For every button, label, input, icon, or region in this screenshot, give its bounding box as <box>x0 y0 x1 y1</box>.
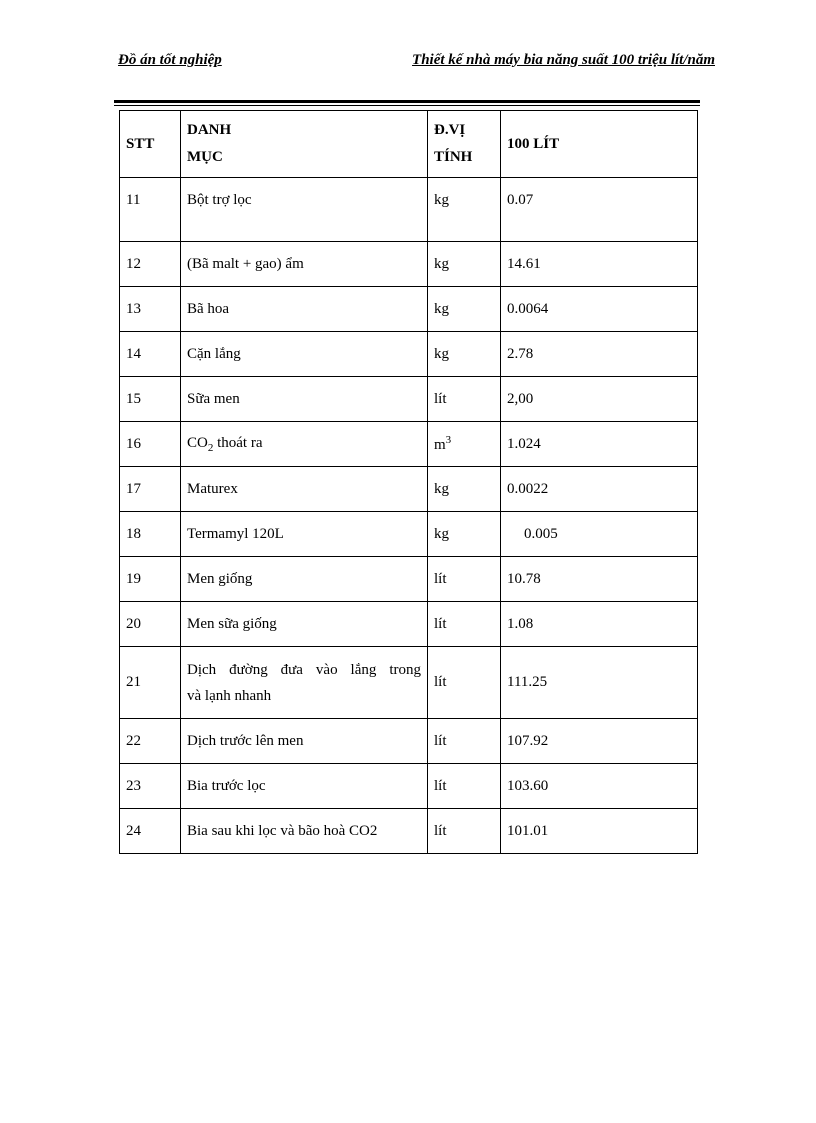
cell-stt: 14 <box>120 332 181 377</box>
cell-value: 2.78 <box>501 332 698 377</box>
header-amount: 100 LÍT <box>501 111 698 178</box>
cell-name: Men sữa giống <box>181 602 428 647</box>
cell-unit: lít <box>428 719 501 764</box>
cell-unit: lít <box>428 602 501 647</box>
cell-value: 14.61 <box>501 242 698 287</box>
header-name-line2: MỤC <box>187 149 223 165</box>
header-unit <box>428 111 501 178</box>
table-row <box>120 242 698 287</box>
header-name-line1: DANH <box>187 122 232 138</box>
cell-name <box>181 422 428 467</box>
header-rule-thin <box>114 105 700 106</box>
cell-name: Sữa men <box>181 377 428 422</box>
co2-rest: thoát ra <box>213 434 263 451</box>
cell-unit: kg <box>428 178 501 242</box>
cell-unit: lít <box>428 557 501 602</box>
cell-value: 1.024 <box>501 422 698 467</box>
cell-value: 1.08 <box>501 602 698 647</box>
table-row <box>120 287 698 332</box>
cell-unit: lít <box>428 377 501 422</box>
table-row <box>120 647 698 719</box>
cell-stt: 16 <box>120 422 181 467</box>
cell-value: 103.60 <box>501 764 698 809</box>
cell-name: Cặn lắng <box>181 332 428 377</box>
table-row <box>120 178 698 242</box>
unit-base: m <box>434 437 446 453</box>
cell-value: 111.25 <box>501 647 698 719</box>
header-right-title: Thiết kế nhà máy bia năng suất 100 triệu lít/năm <box>412 52 715 68</box>
header-rule-thick <box>114 100 700 103</box>
cell-value: 101.01 <box>501 809 698 854</box>
cell-name: (Bã malt + gao) ẩm <box>181 242 428 287</box>
cell-name: Bã hoa <box>181 287 428 332</box>
cell-stt: 12 <box>120 242 181 287</box>
header-unit-line2: TÍNH <box>434 149 473 165</box>
cell-unit: kg <box>428 332 501 377</box>
cell-name-line1: Dịch đường đưa vào lắng trong <box>187 661 421 678</box>
cell-unit: kg <box>428 512 501 557</box>
unit-superscript: 3 <box>445 434 452 446</box>
cell-stt: 17 <box>120 467 181 512</box>
cell-stt: 15 <box>120 377 181 422</box>
table-row <box>120 377 698 422</box>
table-header-row <box>120 111 698 178</box>
table-row <box>120 719 698 764</box>
table-row <box>120 557 698 602</box>
cell-stt: 24 <box>120 809 181 854</box>
cell-name: Termamyl 120L <box>181 512 428 557</box>
cell-stt: 23 <box>120 764 181 809</box>
cell-unit: kg <box>428 242 501 287</box>
cell-stt: 20 <box>120 602 181 647</box>
cell-name-line2: và lạnh nhanh <box>187 687 272 704</box>
cell-value: 0.0064 <box>501 287 698 332</box>
cell-stt: 22 <box>120 719 181 764</box>
cell-stt: 13 <box>120 287 181 332</box>
table-row <box>120 764 698 809</box>
table-row <box>120 467 698 512</box>
cell-unit <box>428 422 501 467</box>
cell-value: 10.78 <box>501 557 698 602</box>
cell-unit: kg <box>428 467 501 512</box>
cell-name <box>181 647 428 719</box>
cell-name: Bia trước lọc <box>181 764 428 809</box>
materials-table <box>119 110 698 854</box>
cell-name: Dịch trước lên men <box>181 719 428 764</box>
cell-stt: 18 <box>120 512 181 557</box>
header-unit-line1: Đ.VỊ <box>434 122 466 138</box>
cell-value: 0.07 <box>501 178 698 242</box>
cell-value: 0.0022 <box>501 467 698 512</box>
cell-stt: 19 <box>120 557 181 602</box>
table-row <box>120 602 698 647</box>
cell-name: Bia sau khi lọc và bão hoà CO2 <box>181 809 428 854</box>
header-name <box>181 111 428 178</box>
cell-value: 0.005 <box>501 512 698 557</box>
cell-stt: 11 <box>120 178 181 242</box>
cell-stt: 21 <box>120 647 181 719</box>
cell-unit: lít <box>428 809 501 854</box>
cell-unit: lít <box>428 647 501 719</box>
co2-text: CO <box>187 434 208 451</box>
cell-unit: lít <box>428 764 501 809</box>
cell-name: Bột trợ lọc <box>181 178 428 242</box>
cell-value: 2,00 <box>501 377 698 422</box>
header-stt: STT <box>120 111 181 178</box>
cell-name: Men giống <box>181 557 428 602</box>
co2-subscript: 2 <box>207 441 214 454</box>
cell-name: Maturex <box>181 467 428 512</box>
table-row <box>120 332 698 377</box>
table-row <box>120 422 698 467</box>
cell-value: 107.92 <box>501 719 698 764</box>
table-row <box>120 809 698 854</box>
table-row <box>120 512 698 557</box>
cell-unit: kg <box>428 287 501 332</box>
header-left-title: Đồ án tốt nghiệp <box>118 52 222 68</box>
